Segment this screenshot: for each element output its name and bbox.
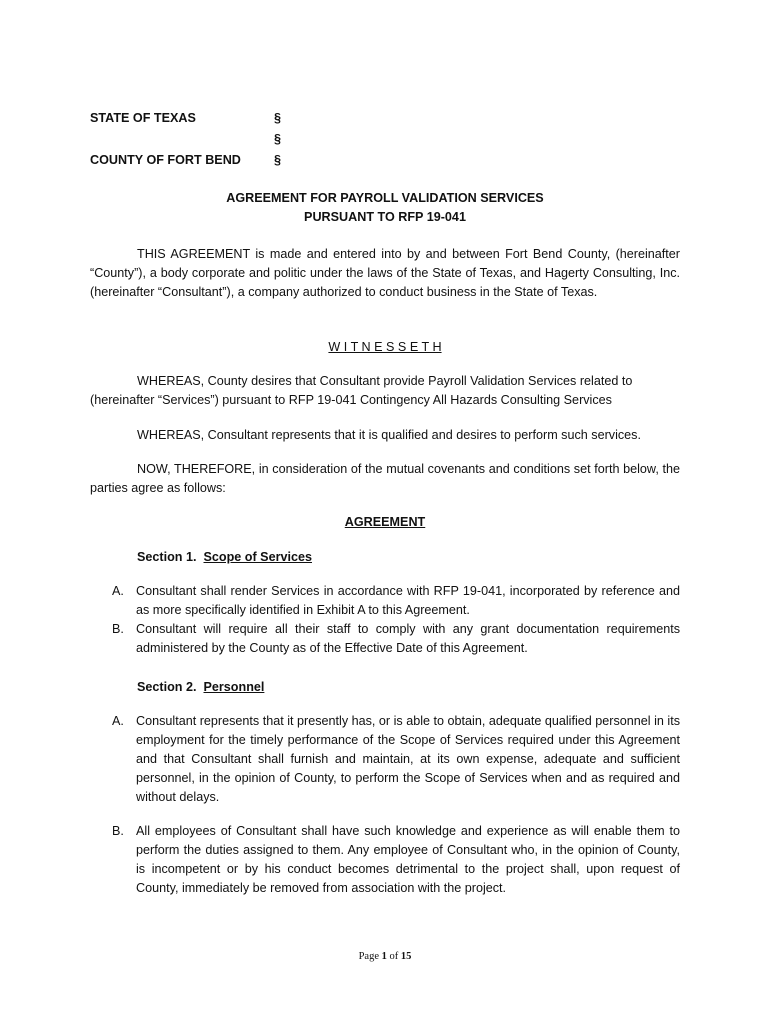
agreement-heading: AGREEMENT (344, 515, 426, 529)
section-symbol-3: § (274, 153, 282, 167)
section-2-item-a (112, 712, 680, 807)
list-item-text: All employees of Consultant shall have such knowledge and experience as will enable them to perform the duties assigned to them. Any employee of Consultant who, in the opinion of County, is incompetent or by his conduct becomes detrimental to the project shall, upon request of County, immediately be removed from association with the project. (136, 824, 680, 895)
section-2-item-b (112, 822, 680, 898)
title-line-1: AGREEMENT FOR PAYROLL VALIDATION SERVICES (226, 191, 544, 205)
list-item-text: Consultant will require all their staff to comply with any grant documentation requirements administered by the County as of the Effective Date of this Agreement. (136, 622, 680, 655)
whereas-paragraph-2: WHEREAS, Consultant represents that it is qualified and desires to perform such services. (137, 428, 641, 442)
section-2-label: Section 2. (137, 680, 197, 694)
list-marker: A. (112, 584, 124, 598)
page-word: Page (358, 951, 380, 962)
list-marker: B. (112, 622, 124, 636)
page-total: 15 (400, 951, 412, 962)
of-word: of (389, 951, 399, 962)
section-2-title: Personnel (203, 680, 265, 694)
intro-paragraph: THIS AGREEMENT is made and entered into by and between Fort Bend County, (hereinafter “County”), a body corporate and politic under the laws of the State of Texas, and Hagerty Consulting, Inc. (hereinafter “Consultant”), a company authorized to conduct business in the State of Texas. (90, 247, 680, 299)
list-marker: B. (112, 824, 124, 838)
section-1-item-b (112, 620, 680, 658)
agreement-title (90, 189, 680, 227)
title-line-2: PURSUANT TO RFP 19-041 (304, 210, 466, 224)
section-1-label: Section 1. (137, 550, 197, 564)
list-marker: A. (112, 714, 124, 728)
section-1-heading (137, 548, 312, 567)
section-1-item-a (112, 582, 680, 620)
section-1-title: Scope of Services (203, 550, 312, 564)
now-therefore-paragraph: NOW, THEREFORE, in consideration of the mutual covenants and conditions set forth below, the parties agree as follows: (90, 462, 680, 495)
section-2-heading (137, 678, 264, 697)
list-item-text: Consultant shall render Services in accordance with RFP 19-041, incorporated by reference and as more specifically identified in Exhibit A to this Agreement. (136, 584, 680, 617)
list-item-text: Consultant represents that it presently has, or is able to obtain, adequate qualified personnel in its employment for the timely performance of the Scope of Services required under this Agreement and that Consultant shall furnish and maintain, at its own expense, adequate and sufficient personnel, in the opinion of County, to perform the Scope of Services when and as required and without delays. (136, 714, 680, 804)
whereas-paragraph-1: WHEREAS, County desires that Consultant provide Payroll Validation Services related to (hereinafter “Services”) pursuant to RFP 19-041 Contingency All Hazards Consulting Services (90, 374, 633, 407)
witnesseth-heading: W I T N E S S E T H (328, 340, 442, 354)
section-symbol-2: § (274, 132, 282, 146)
section-symbol-1: § (274, 111, 282, 125)
page-footer (0, 947, 770, 966)
page-number: 1 (381, 951, 387, 962)
state-label: STATE OF TEXAS (90, 111, 196, 125)
county-label: COUNTY OF FORT BEND (90, 153, 241, 167)
